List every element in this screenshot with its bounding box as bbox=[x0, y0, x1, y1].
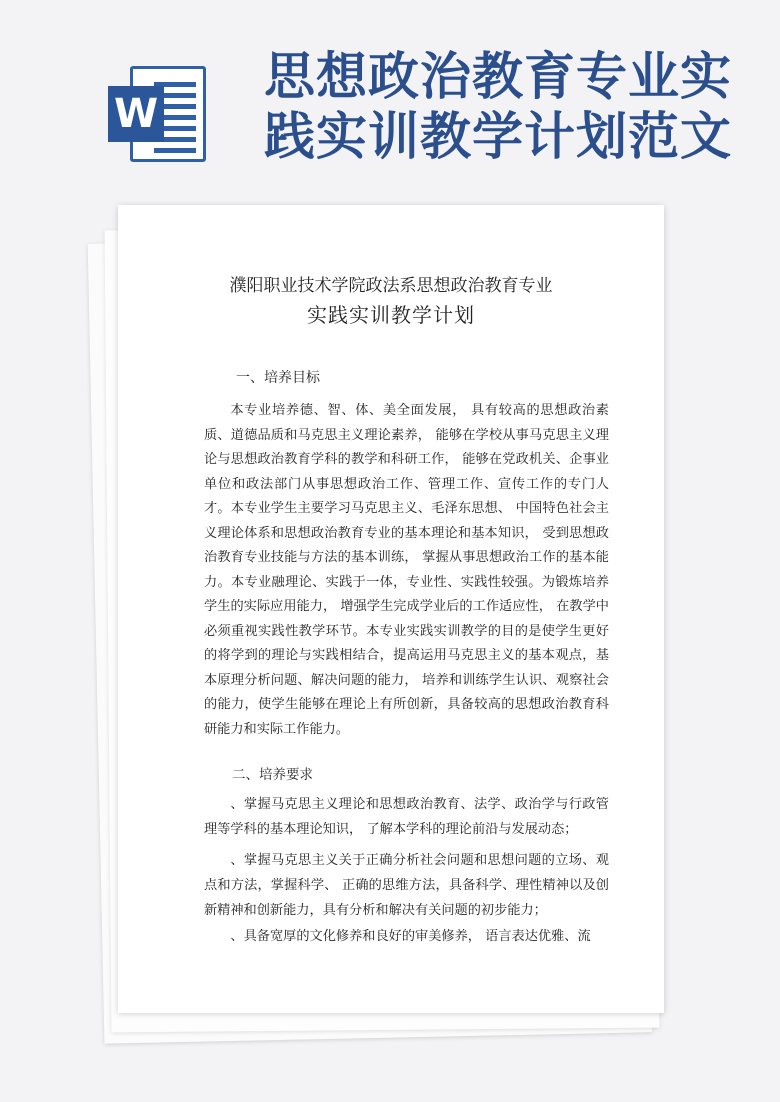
banner-title: 思想政治教育专业实践实训教学计划范文 bbox=[264, 48, 733, 167]
word-document-icon bbox=[108, 66, 208, 162]
document-page bbox=[118, 205, 664, 1013]
word-badge: W bbox=[108, 86, 164, 142]
document-title-line2: 实践实训教学计划 bbox=[307, 303, 475, 327]
section2-heading: 二、培养要求 bbox=[232, 767, 313, 783]
section1-body: 本专业培养德、智、体、美全面发展， 具有较高的思想政治素质、道德品质和马克思主义理论素养， 能够在学校从事马克思主义理论与思想政治教育学科的教学和科研工作， 能够在党政机关、企事业单位和政法部门从事思想政治工作、管理工作、宣传工作的专门人才。本专业学生主要学习马克思主义、毛泽东思想、 中国特色社会主义理论体系和思想政治教育专业的基本理论和基本知识， 受到思想政治教育专业技能与方法的基本训练， 掌握从事思想政治工作的基本能力。本专业融理论、实践于一体，专业性、实践性较强。为锻炼培养学生的实际应用能力， 增强学生完成学业后的工作适应性， 在教学中必须重视实践性教学环节。本专业实践实训教学的目的是使学生更好的将学到的理论与实践相结合，提高运用马克思主义的基本观点，基本原理分析问题、解决问题的能力， 培养和训练学生认识、观察社会的能力，使学生能够在理论上有所创新，具备较高的思想政治教育科研能力和实际工作能力。 bbox=[204, 403, 609, 737]
banner bbox=[0, 0, 780, 190]
section1-heading: 一、培养目标 bbox=[236, 370, 320, 386]
requirement-item: 、掌握马克思主义理论和思想政治教育、法学、政治学与行政管理等学科的基本理论知识， 了解本学科的理论前沿与发展动态； bbox=[204, 797, 609, 837]
document-title-line1: 濮阳职业技术学院政法系思想政治教育专业 bbox=[229, 276, 553, 296]
requirement-item: 、具备宽厚的文化修养和良好的审美修养， 语言表达优雅、流 bbox=[230, 929, 591, 944]
requirement-item: 、掌握马克思主义关于正确分析社会问题和思想问题的立场、观点和方法，掌握科学、 正确的思维方法，具备科学、理性精神以及创新精神和创新能力，具有分析和解决有关问题的初步能力； bbox=[204, 853, 609, 918]
